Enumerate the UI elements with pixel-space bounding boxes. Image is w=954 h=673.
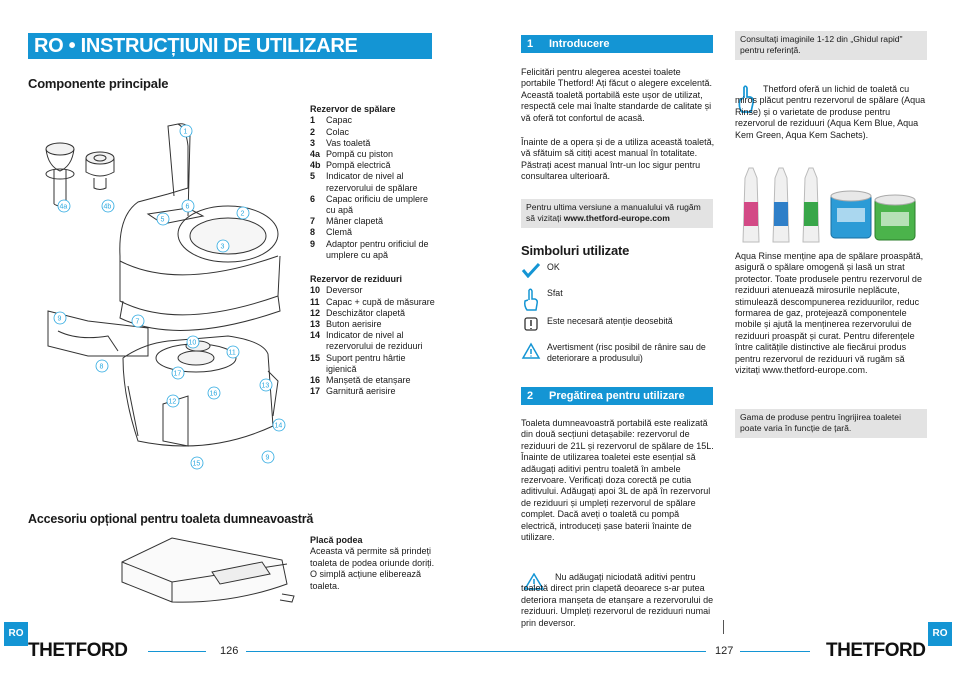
components-heading: Componente principale: [28, 76, 169, 91]
floor-plate-text: Aceasta vă permite să prindeți toaleta de podea oriunde doriți. O simplă acțiune eliberează toaleta.: [310, 546, 435, 591]
legend-item: [310, 216, 436, 227]
symbol-ok-text: OK: [547, 262, 560, 272]
page-number-right: 127: [715, 645, 734, 657]
legend-item-label: Suport pentru hârtie igienică: [326, 352, 406, 374]
legend-item-number: 4a: [310, 149, 321, 160]
footer-line: [148, 651, 206, 652]
legend-item: [310, 319, 436, 330]
symbol-tip-text: Sfat: [547, 288, 563, 298]
legend-item-number: 7: [310, 216, 316, 227]
legend-item-label: Buton aerisire: [326, 319, 382, 330]
attention-icon: [521, 316, 547, 335]
symbols-list: [521, 262, 717, 364]
legend-item: [310, 297, 436, 308]
tip-paragraph: Thetford oferă un lichid de toaletă cu miros plăcut pentru rezervorul de spălare (Aqua Rinse) și o varietate de produse pentru rezervorul de reziduuri (Aqua Kem Blue, Aqua Kem Green, Aqua Kem Sachets).: [735, 84, 926, 140]
symbol-row-tip: [521, 288, 717, 314]
symbol-warning-text: Avertisment (risc posibil de rânire sau de deteriorare a produsului): [547, 342, 706, 363]
legend-item-number: 13: [310, 319, 321, 330]
legend-item: [310, 239, 436, 261]
legend-item-number: 17: [310, 386, 321, 397]
section-2-number: 2: [527, 390, 534, 402]
legend-item: [310, 353, 436, 375]
legend-item-number: 1: [310, 115, 316, 126]
section-2-header: [521, 387, 713, 405]
symbol-attention-text: Este necesară atenție deosebită: [547, 316, 673, 326]
legend-item-label: Capac: [326, 115, 353, 126]
page-divider: [723, 620, 724, 634]
legend-item-label: Pompă electrică: [326, 160, 391, 171]
legend-item-label: Garnitură aerisire: [326, 386, 396, 397]
section-1-number: 1: [527, 38, 534, 50]
legend-item-label: Adaptor pentru orificiul de umplere cu apă: [326, 238, 429, 260]
legend-item: [310, 285, 436, 296]
page-number-left: 126: [220, 645, 239, 657]
floor-plate-illustration: [112, 534, 296, 606]
callout-9: 9: [57, 315, 62, 323]
callout-5: 5: [160, 216, 165, 224]
components-legend: [310, 104, 436, 397]
symbol-row-ok: [521, 262, 717, 284]
hand-pointing-icon: [521, 288, 547, 315]
symbol-row-warning: [521, 342, 717, 364]
callout-16: 16: [209, 390, 218, 398]
callout-10: 10: [188, 339, 197, 347]
product-photo: [735, 166, 927, 246]
legend-item-number: 12: [310, 307, 321, 318]
callout-3: 3: [220, 243, 225, 251]
rinse-paragraph: Aqua Rinse menține apa de spălare proaspătă, asigură o spălare omogenă și lasă un strat protector. Toate produsele pentru rezervorul de reziduuri atenuează mirosurile neplăcute, stimulează descompunerea reziduurilor, reduc formarea de gaz, protejează componentele mobile și ajută la menținerea rezervorului de reziduuri proaspăt și curat. Pentru diferențele între calitățile distinctive ale fiecărui produs pentru rezervorul de reziduuri vă rugăm să vizitați www.thetford-europe.com.: [735, 251, 924, 376]
legend-item: [310, 227, 436, 238]
callout-9b: 9: [265, 454, 270, 462]
page-title: RO • INSTRUCȚIUNI DE UTILIZARE: [28, 33, 432, 59]
legend-item-number: 11: [310, 296, 320, 307]
legend-item-number: 16: [310, 375, 321, 386]
language-tag-left: RO: [4, 622, 28, 646]
floor-plate-block: [310, 535, 438, 592]
fresh-tank-heading: Rezervor de spălare: [310, 104, 396, 114]
thetford-logo-right: THETFORD: [826, 640, 926, 661]
callout-15: 15: [192, 460, 201, 468]
legend-item-label: Mâner clapetă: [326, 216, 384, 227]
callout-2: 2: [240, 210, 245, 218]
manual-note-link[interactable]: www.thetford-europe.com: [563, 213, 670, 224]
symbols-heading: Simboluri utilizate: [521, 243, 630, 258]
section-1-header: [521, 35, 713, 53]
manual-note: [521, 199, 713, 228]
legend-item-number: 2: [310, 126, 316, 137]
warning-triangle-icon: [521, 342, 547, 363]
callout-4b: 4b: [103, 203, 112, 211]
product-range-note: Gama de produse pentru îngrijirea toaletei poate varia în funcție de țară.: [735, 409, 927, 438]
legend-item-label: Deschizător clapetă: [326, 307, 406, 318]
legend-item: [310, 115, 436, 126]
legend-item-label: Colac: [326, 126, 350, 137]
accessory-heading: Accesoriu opțional pentru toaleta dumneavoastră: [28, 512, 314, 526]
legend-item: [310, 330, 436, 352]
callout-1: 1: [183, 128, 188, 136]
waste-tank-heading: Rezervor de reziduuri: [310, 274, 403, 285]
legend-item-number: 6: [310, 193, 316, 204]
legend-item: [310, 308, 436, 319]
legend-item: [310, 138, 436, 149]
legend-item-label: Deversor: [326, 285, 363, 296]
callout-13: 13: [261, 382, 270, 390]
section-1-title: Introducere: [549, 38, 610, 50]
legend-item-label: Capac orificiu de umplere cu apă: [326, 193, 429, 216]
legend-item-label: Indicator de nivel al rezervorului de spălare: [326, 171, 418, 193]
toilet-illustration: [28, 96, 306, 478]
footer-line: [246, 651, 706, 652]
callout-6: 6: [185, 203, 190, 211]
preparation-paragraph: Toaleta dumneavoastră portabilă este realizată din două secțiuni detașabile: rezervorul de reziduuri de 21L și rezervorul de spălare de 15L. Înainte de utilizarea toaletei este esențial să adăugați aditivi pentru toaletă în ambele rezervoare. Verificați doza corectă pe cutia aditivului. Adăugați apoi 3L de apă în rezervorul de reziduuri și umpleți rezervorul de spălare complet. Dacă aveți o toaletă cu pompă electrică, introduceți șase baterii înainte de utilizare.: [521, 418, 714, 543]
fresh-tank-list: [310, 115, 436, 261]
floor-plate-heading: Placă podea: [310, 535, 363, 545]
legend-item-number: 4b: [310, 160, 321, 171]
legend-item-number: 10: [310, 285, 321, 296]
waste-tank-list: [310, 285, 436, 397]
warning-paragraph: Nu adăugați niciodată aditivi pentru toaletă direct prin clapetă deoarece s-ar putea deteriora manșeta de etanșare a rezervorului de reziduuri. Umpleți rezervorul de reziduuri numai prin deversor.: [521, 572, 714, 628]
legend-item: [310, 375, 436, 386]
check-icon: [521, 262, 547, 281]
legend-item: [310, 149, 436, 160]
thetford-logo-left: THETFORD: [28, 640, 128, 661]
legend-item: [310, 194, 436, 216]
quickguide-note: Consultați imaginile 1-12 din „Ghidul rapid" pentru referință.: [735, 31, 927, 60]
callout-11: 11: [228, 349, 236, 357]
callout-12: 12: [168, 398, 177, 406]
intro-paragraph-2: Înainte de a opera și de a utiliza această toaletă, vă sfătuim să citiți acest manual în totalitate. Păstrați acest manual într-un loc sigur pentru consultarea ulterioară.: [521, 137, 715, 182]
legend-item-number: 5: [310, 171, 316, 182]
legend-item: [310, 171, 436, 193]
callout-8: 8: [99, 363, 104, 371]
legend-item-number: 8: [310, 227, 316, 238]
callout-14: 14: [274, 422, 283, 430]
legend-item-label: Clemă: [326, 227, 353, 238]
intro-paragraph-1: Felicitări pentru alegerea acestei toalete portabile Thetford! Ați făcut o alegere excelentă. Această toaletă portabilă este ușor de utilizat, respectă cele mai înalte standarde de calitate și vă oferă tot confortul de acasă.: [521, 67, 712, 123]
section-2-title: Pregătirea pentru utilizare: [549, 390, 685, 402]
legend-item-number: 14: [310, 330, 321, 341]
callout-7: 7: [135, 318, 140, 326]
footer-line: [740, 651, 810, 652]
legend-item-label: Manșetă de etanșare: [326, 375, 411, 386]
legend-item-label: Pompă cu piston: [326, 149, 394, 160]
legend-item-label: Indicator de nivel al rezervorului de reziduuri: [326, 330, 423, 352]
callout-17: 17: [173, 370, 182, 378]
legend-item-label: Vas toaletă: [326, 137, 371, 148]
manual-note-text: Pentru ultima versiune a manualului vă rugăm să vizitați: [526, 202, 701, 224]
legend-item-number: 3: [310, 137, 316, 148]
legend-item-number: 9: [310, 238, 316, 249]
legend-item-label: Capac + cupă de măsurare: [326, 296, 435, 307]
legend-item: [310, 386, 436, 397]
language-tag-right: RO: [928, 622, 952, 646]
legend-item: [310, 127, 436, 138]
legend-item: [310, 160, 436, 171]
symbol-row-attention: [521, 316, 717, 338]
legend-item-number: 15: [310, 352, 321, 363]
callout-4a: 4a: [59, 203, 68, 211]
